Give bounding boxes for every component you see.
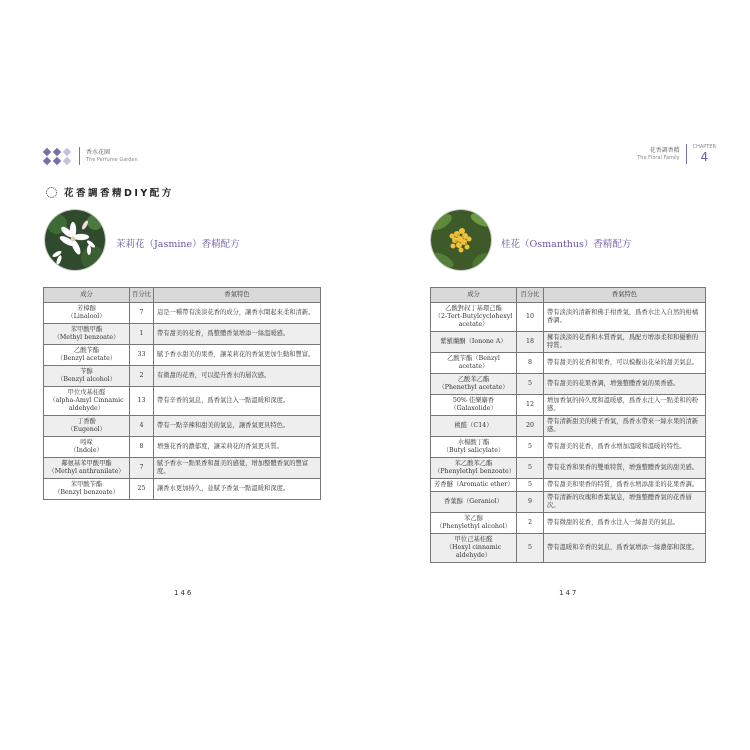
ingredient-name: 苄醇 bbox=[80, 368, 93, 375]
percentage-cell: 7 bbox=[130, 458, 154, 479]
section-heading bbox=[46, 185, 174, 199]
right-header bbox=[637, 144, 716, 164]
aroma-description-cell: 有微甜的花香，可以提升香水的層次感。 bbox=[154, 366, 321, 387]
ingredient-latin-name: （Eugenol） bbox=[67, 426, 106, 433]
ingredient-name: 芳樟醇 bbox=[77, 305, 96, 312]
column-header-ingredient: 成分 bbox=[431, 288, 517, 303]
percentage-cell: 20 bbox=[517, 416, 544, 437]
ingredient-cell bbox=[431, 437, 517, 458]
table-row bbox=[431, 374, 706, 395]
ingredient-cell bbox=[44, 479, 130, 500]
aroma-description-cell: 帶有清新的玫瑰和香葉氣息，增強整體香氣的花香層次。 bbox=[544, 492, 706, 513]
aroma-description-cell: 賦予香水一點果香和甜美的感覺，增加整體香氣的豐富度。 bbox=[154, 458, 321, 479]
ingredient-name: 乙酸苄酯 bbox=[73, 347, 100, 354]
chapter-label: CHAPTER bbox=[692, 144, 716, 150]
ingredient-cell bbox=[431, 395, 517, 416]
ingredient-name: 甲位戊基桂醛 bbox=[67, 389, 106, 396]
ingredient-name: 芳香醚（Aromatic ether） bbox=[434, 481, 514, 488]
aroma-description-cell: 讓香水更加持久，並賦予香氣一點溫暖和深度。 bbox=[154, 479, 321, 500]
ingredient-name: 香葉醇（Geraniol） bbox=[444, 498, 503, 505]
table-row bbox=[44, 345, 321, 366]
ingredient-cell bbox=[44, 366, 130, 387]
table-row bbox=[431, 416, 706, 437]
ingredient-cell bbox=[431, 458, 517, 479]
aroma-description-cell: 擁有淡淡的花香和木質香氣，爲配方增添柔和和優雅的特質。 bbox=[544, 332, 706, 353]
ingredient-cell bbox=[431, 303, 517, 332]
ingredient-cell bbox=[431, 353, 517, 374]
ingredient-cell bbox=[44, 303, 130, 324]
percentage-cell: 5 bbox=[517, 479, 544, 492]
table-row bbox=[431, 479, 706, 492]
ingredient-latin-name: （Linalool） bbox=[67, 313, 106, 320]
table-row bbox=[431, 353, 706, 374]
table-row bbox=[44, 366, 321, 387]
ingredient-latin-name: （Methyl benzoate） bbox=[53, 334, 120, 341]
left-header bbox=[44, 147, 138, 165]
header-title-zh: 香水花園 bbox=[86, 148, 111, 156]
ingredient-cell bbox=[431, 479, 517, 492]
ingredient-cell bbox=[431, 513, 517, 534]
ingredient-latin-name: （Galaxolide） bbox=[450, 405, 497, 412]
jasmine-recipe-table bbox=[43, 287, 321, 500]
ingredient-latin-name: （Indole） bbox=[70, 447, 103, 454]
ingredient-name: 丁香酚 bbox=[77, 418, 96, 425]
ingredient-cell bbox=[44, 458, 130, 479]
ingredient-cell bbox=[431, 492, 517, 513]
ingredient-name: 苯乙醇 bbox=[464, 515, 483, 522]
percentage-cell: 5 bbox=[517, 374, 544, 395]
percentage-cell: 4 bbox=[130, 416, 154, 437]
aroma-description-cell: 帶有甜美的花香和果香，可以模擬出花朵的甜美氣息。 bbox=[544, 353, 706, 374]
page-number: 146 bbox=[174, 589, 194, 597]
table-row bbox=[44, 437, 321, 458]
table-row bbox=[431, 534, 706, 563]
ingredient-name: 鄰氨基苯甲酸甲酯 bbox=[61, 460, 112, 467]
ingredient-name: 乙酸苄酯（Benzyl acetate） bbox=[447, 355, 500, 370]
chapter-number: 4 bbox=[700, 150, 709, 164]
aroma-description-cell: 帶有溫暖和辛香的氣息，爲香氣增添一絲濃郁和深度。 bbox=[544, 534, 706, 563]
ingredient-latin-name: （Benzyl benzoate） bbox=[54, 489, 119, 496]
aroma-description-cell: 增加香氣的持久度和溫暖感，爲香水注入一點柔和的粉感。 bbox=[544, 395, 706, 416]
osmanthus-photo bbox=[430, 209, 492, 271]
table-row bbox=[431, 332, 706, 353]
percentage-cell: 9 bbox=[517, 492, 544, 513]
percentage-cell: 2 bbox=[130, 366, 154, 387]
ingredient-latin-name: （Phenylethyl benzoate） bbox=[434, 468, 516, 475]
table-row bbox=[44, 416, 321, 437]
column-header-ingredient: 成分 bbox=[44, 288, 130, 303]
aroma-description-cell: 帶有微甜的花香，爲香水注入一絲甜美的氣息。 bbox=[544, 513, 706, 534]
percentage-cell: 7 bbox=[130, 303, 154, 324]
recipe-title: 桂花（Osmanthus）香精配方 bbox=[501, 239, 632, 250]
ingredient-cell bbox=[44, 345, 130, 366]
header-title-zh: 花香調香精 bbox=[649, 147, 680, 154]
aroma-description-cell: 帶有花香和果香的雙重特質，增強整體香氣的甜美感。 bbox=[544, 458, 706, 479]
dotted-circle-icon bbox=[46, 187, 57, 198]
table-row bbox=[44, 458, 321, 479]
aroma-description-cell: 帶有清新甜美的桃子香氣，爲香水帶來一絲水果的清新感。 bbox=[544, 416, 706, 437]
table-row bbox=[431, 492, 706, 513]
diamond-ornament-icon bbox=[44, 149, 71, 164]
table-row bbox=[431, 303, 706, 332]
percentage-cell: 5 bbox=[517, 534, 544, 563]
ingredient-name: 苯乙酸苯乙酯 bbox=[454, 460, 493, 467]
percentage-cell: 8 bbox=[130, 437, 154, 458]
ingredient-latin-name: （Methyl anthranilate） bbox=[48, 468, 125, 475]
percentage-cell: 5 bbox=[517, 437, 544, 458]
header-divider bbox=[686, 144, 687, 164]
table-row bbox=[431, 437, 706, 458]
header-title-en: The Perfume Garden bbox=[86, 156, 138, 163]
ingredient-cell bbox=[44, 437, 130, 458]
ingredient-name: 水楊酸丁酯 bbox=[457, 439, 490, 446]
aroma-description-cell: 帶有甜美的花香，爲香水增加溫暖和溫暖的特性。 bbox=[544, 437, 706, 458]
aroma-description-cell: 這是一種帶有淡淡花香的成分，讓香水聞起來柔和清新。 bbox=[154, 303, 321, 324]
recipe-title: 茉莉花（Jasmine）香精配方 bbox=[116, 239, 240, 250]
ingredient-name: 甲位己基桂醛 bbox=[454, 536, 493, 543]
ingredient-name: 50% 佳樂麝香 bbox=[452, 397, 495, 404]
ingredient-latin-name: （Hexyl cinnamic aldehyde） bbox=[445, 544, 502, 559]
percentage-cell: 2 bbox=[517, 513, 544, 534]
table-row bbox=[44, 324, 321, 345]
aroma-description-cell: 帶有甜美的花果香調，增強整體香氣的果香感。 bbox=[544, 374, 706, 395]
header-title-en: The Floral Family bbox=[637, 155, 680, 161]
column-header-percentage: 百分比 bbox=[517, 288, 544, 303]
table-row bbox=[44, 387, 321, 416]
percentage-cell: 33 bbox=[130, 345, 154, 366]
percentage-cell: 13 bbox=[130, 387, 154, 416]
header-divider bbox=[79, 147, 80, 165]
chapter-marker bbox=[693, 144, 716, 163]
jasmine-photo bbox=[44, 209, 106, 271]
table-row bbox=[431, 395, 706, 416]
aroma-description-cell: 帶有淡淡的清新和佛手柑香氣，爲香水注入自然的柑橘香調。 bbox=[544, 303, 706, 332]
aroma-description-cell: 帶有甜美和果香的特質，爲香水增添甜柔的花果香調。 bbox=[544, 479, 706, 492]
aroma-description-cell: 帶有一點辛辣和甜美的氣息，讓香氣更具特色。 bbox=[154, 416, 321, 437]
section-title: 花香調香精DIY配方 bbox=[64, 188, 174, 199]
percentage-cell: 5 bbox=[517, 458, 544, 479]
table-row bbox=[431, 513, 706, 534]
ingredient-name: 桃醛（C14） bbox=[454, 422, 493, 429]
ingredient-name: 苯甲酸苄酯 bbox=[70, 481, 103, 488]
table-row bbox=[44, 479, 321, 500]
aroma-description-cell: 帶有辛香的氣息，爲香氣注入一點溫暖和深度。 bbox=[154, 387, 321, 416]
ingredient-latin-name: （Benzyl alcohol） bbox=[57, 376, 116, 383]
ingredient-latin-name: （alpha-Amyl Cinnamic aldehyde） bbox=[49, 397, 124, 412]
ingredient-cell bbox=[431, 534, 517, 563]
ingredient-latin-name: （Phenethyl acetate） bbox=[438, 384, 509, 391]
ingredient-cell bbox=[431, 416, 517, 437]
ingredient-cell bbox=[44, 416, 130, 437]
percentage-cell: 10 bbox=[517, 303, 544, 332]
osmanthus-recipe-table bbox=[430, 287, 706, 563]
table-header-row bbox=[431, 288, 706, 303]
table-row bbox=[431, 458, 706, 479]
ingredient-name: 乙酸苯乙酯 bbox=[457, 376, 490, 383]
aroma-description-cell: 增強花香的濃郁度，讓茉莉花的香氣更具質。 bbox=[154, 437, 321, 458]
ingredient-name: 吲哚 bbox=[80, 439, 93, 446]
ingredient-name: 苯甲酸甲酯 bbox=[70, 326, 103, 333]
table-row bbox=[44, 303, 321, 324]
ingredient-name: 紫羅蘭酮（Ionone A） bbox=[440, 338, 507, 345]
aroma-description-cell: 帶有甜美的花香，爲整體香氣增添一絲溫暖感。 bbox=[154, 324, 321, 345]
column-header-percentage: 百分比 bbox=[130, 288, 154, 303]
percentage-cell: 8 bbox=[517, 353, 544, 374]
table-header-row bbox=[44, 288, 321, 303]
ingredient-cell bbox=[431, 374, 517, 395]
ingredient-cell bbox=[431, 332, 517, 353]
percentage-cell: 18 bbox=[517, 332, 544, 353]
ingredient-latin-name: （Butyl salicylate） bbox=[442, 447, 505, 454]
ingredient-latin-name: （Benzyl acetate） bbox=[56, 355, 117, 362]
page-number: 147 bbox=[559, 589, 579, 597]
ingredient-cell bbox=[44, 387, 130, 416]
ingredient-name: 乙酸對叔丁基環己酯 bbox=[445, 305, 502, 312]
percentage-cell: 12 bbox=[517, 395, 544, 416]
column-header-aroma: 香氣特色 bbox=[544, 288, 706, 303]
ingredient-latin-name: （2-Tert-Butylcyclohexyl acetate） bbox=[434, 313, 513, 328]
ingredient-latin-name: （Phenylethyl alcohol） bbox=[435, 523, 512, 530]
aroma-description-cell: 賦予香水甜美的果香，讓茉莉花的香氣更加生動和豐富。 bbox=[154, 345, 321, 366]
percentage-cell: 25 bbox=[130, 479, 154, 500]
right-page bbox=[375, 0, 750, 750]
column-header-aroma: 香氣特色 bbox=[154, 288, 321, 303]
percentage-cell: 1 bbox=[130, 324, 154, 345]
ingredient-cell bbox=[44, 324, 130, 345]
